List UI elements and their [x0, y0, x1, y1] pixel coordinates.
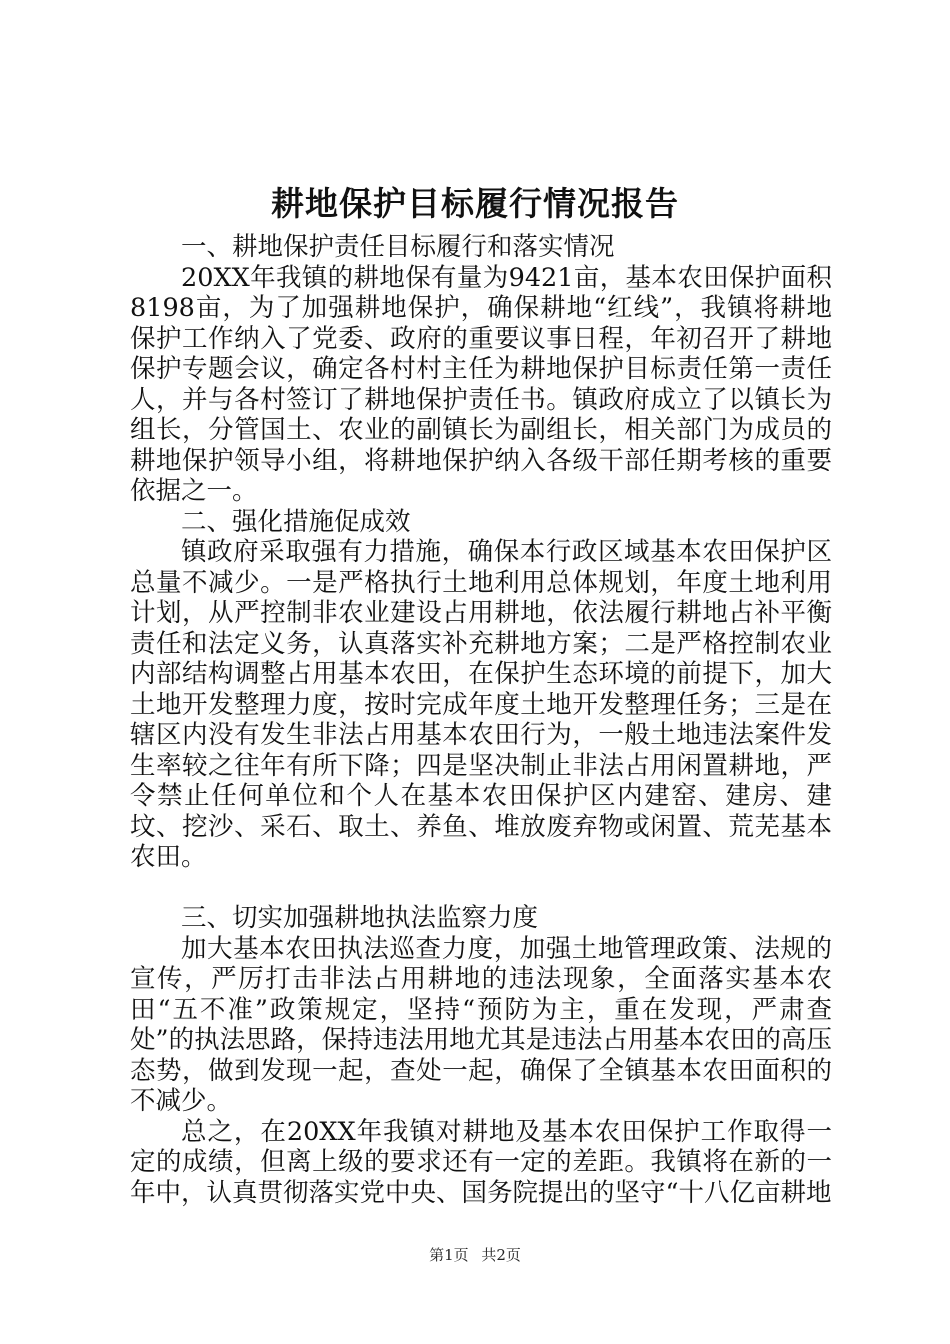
- page-total: 共2页: [481, 1246, 521, 1264]
- section-heading-1: 一、耕地保护责任目标履行和落实情况: [181, 232, 615, 262]
- document-body: [130, 232, 832, 1208]
- section-heading-3: 三、切实加强耕地执法监察力度: [181, 903, 539, 933]
- paragraph-3: 加大基本农田执法巡查力度，加强土地管理政策、法规的宣传，严厉打击非法占用耕地的违法现象，全面落实基本农田“五不准”政策规定，坚持“预防为主，重在发现，严肃查处”的执法思路，保持违法用地尤其是违法占用基本农田的高压态势，做到发现一起，查处一起，确保了全镇基本农田面积的不减少。: [130, 933, 832, 1116]
- paragraph-4: 总之，在20XX年我镇对耕地及基本农田保护工作取得一定的成绩，但离上级的要求还有一定的差距。我镇将在新的一年中，认真贯彻落实党中央、国务院提出的坚守“十八亿亩耕地: [130, 1116, 832, 1208]
- document-title: 耕地保护目标履行情况报告: [271, 184, 679, 223]
- paragraph-2: 镇政府采取强有力措施，确保本行政区域基本农田保护区总量不减少。一是严格执行土地利用总体规划，年度土地利用计划，从严控制非农业建设占用耕地，依法履行耕地占补平衡责任和法定义务，认真落实补充耕地方案；二是严格控制农业内部结构调整占用基本农田，在保护生态环境的前提下，加大土地开发整理力度，按时完成年度土地开发整理任务；三是在辖区内没有发生非法占用基本农田行为，一般土地违法案件发生率较之往年有所下降；四是坚决制止非法占用闲置耕地，严令禁止任何单位和个人在基本农田保护区内建窑、建房、建坟、挖沙、采石、取土、养鱼、堆放废弃物或闲置、荒芜基本农田。: [130, 537, 832, 872]
- paragraph-1: 20XX年我镇的耕地保有量为9421亩，基本农田保护面积8198亩，为了加强耕地保护，确保耕地“红线”，我镇将耕地保护工作纳入了党委、政府的重要议事日程，年初召开了耕地保护专题会议，确定各村村主任为耕地保护目标责任第一责任人，并与各村签订了耕地保护责任书。镇政府成立了以镇长为组长，分管国土、农业的副镇长为副组长，相关部门为成员的耕地保护领导小组，将耕地保护纳入各级干部任期考核的重要依据之一。: [130, 262, 832, 506]
- page-footer: [0, 1245, 950, 1265]
- page-number: 第1页: [429, 1246, 469, 1264]
- section-heading-2: 二、强化措施促成效: [181, 506, 411, 537]
